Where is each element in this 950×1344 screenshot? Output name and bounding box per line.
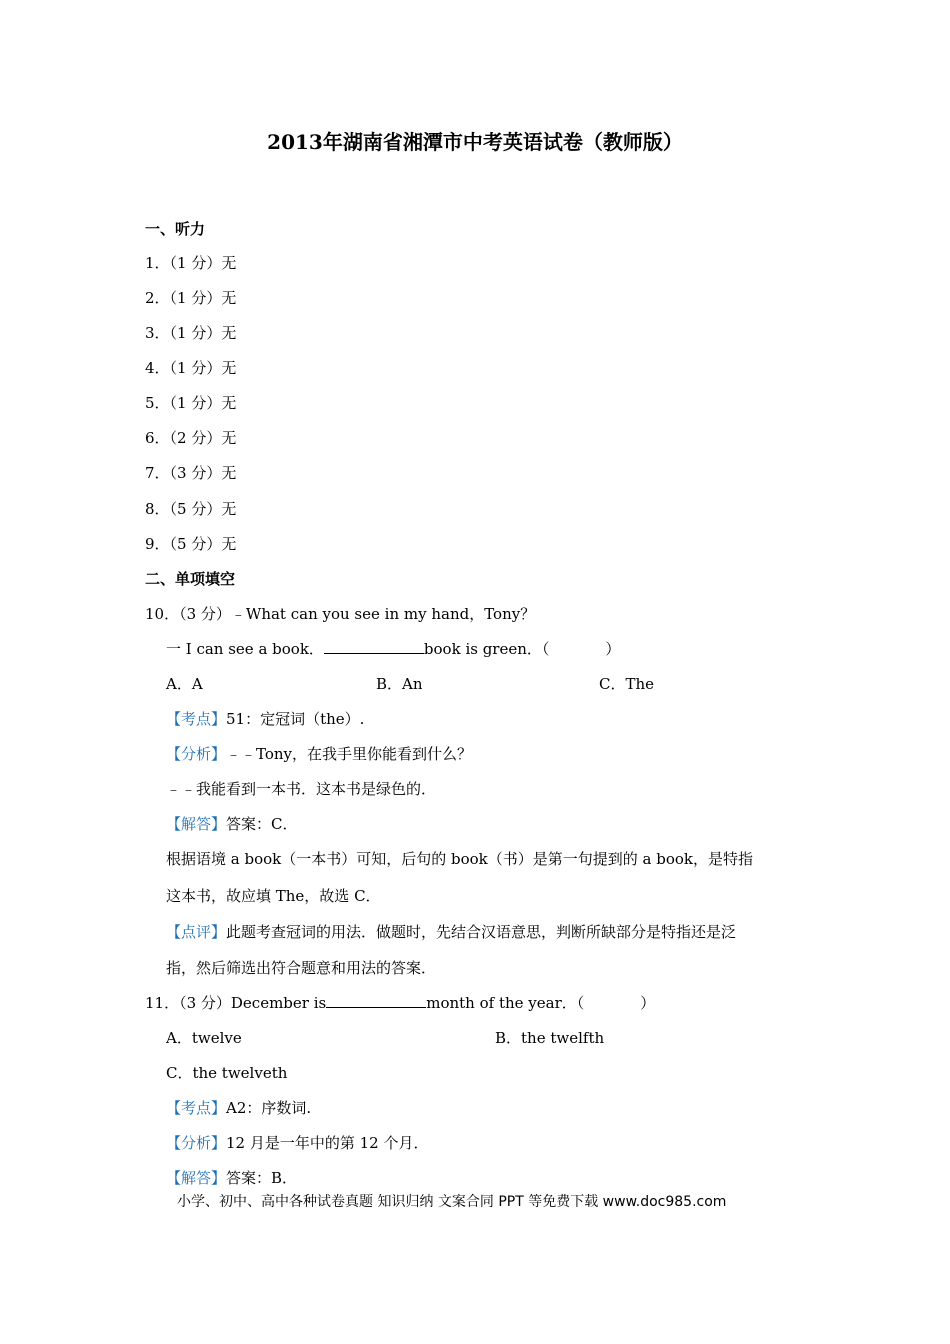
explanation-line-2: 这本书，故应填 The，故选 C． — [166, 887, 381, 905]
dianping-row — [166, 922, 736, 942]
answer-blank — [324, 639, 424, 654]
jieda-tag: 【解答】 — [166, 815, 227, 833]
section-heading-listening: 一、听力 — [145, 220, 206, 238]
option-a: A．twelve — [166, 1029, 242, 1047]
page-footer: 小学、初中、高中各种试卷真题 知识归纳 文案合同 PPT 等免费下载 www.doc985.com — [177, 1194, 727, 1210]
item-number: 4． — [145, 359, 170, 377]
item-number: 3． — [145, 324, 170, 342]
option-b: B．An — [376, 675, 423, 693]
option-c: C．the twelveth — [166, 1064, 288, 1082]
jieda-row — [166, 1168, 297, 1188]
item-number: 2． — [145, 289, 170, 307]
item-text: （2 分）无 — [169, 429, 237, 447]
list-item — [145, 323, 236, 343]
item-text: （1 分）无 — [169, 254, 237, 272]
list-item — [145, 393, 236, 413]
fenxi-tag: 【分析】 — [166, 745, 227, 763]
fenxi-text: ﹣﹣Tony，在我手里你能看到什么？ — [226, 745, 473, 763]
fenxi-row — [166, 1133, 429, 1153]
option-a: A．A — [166, 675, 203, 693]
item-number: 9． — [145, 535, 170, 553]
item-number: 1． — [145, 254, 170, 272]
list-item — [145, 499, 236, 519]
item-text: （5 分）无 — [169, 535, 237, 553]
item-number: 5． — [145, 394, 170, 412]
fenxi-tag: 【分析】 — [166, 1134, 227, 1152]
kaodian-text: 51：定冠词（the）. — [226, 710, 365, 728]
kaodian-text: A2：序数词. — [226, 1099, 312, 1117]
dianping-text-2: 指，然后筛选出符合题意和用法的答案． — [166, 959, 437, 977]
jieda-tag: 【解答】 — [166, 1169, 227, 1187]
list-item — [145, 288, 236, 308]
question-text: （3 分）﹣What can you see in my hand，Tony？ — [179, 605, 536, 623]
jieda-text: 答案：C． — [226, 815, 298, 833]
section-heading-single-choice: 二、单项填空 — [145, 570, 236, 588]
fenxi-text: 12 月是一年中的第 12 个月． — [226, 1134, 429, 1152]
question-number: 11． — [145, 994, 180, 1012]
list-item — [145, 534, 236, 554]
option-c: C．The — [599, 675, 655, 693]
item-text: （5 分）无 — [169, 500, 237, 518]
list-item — [145, 463, 236, 483]
item-number: 6． — [145, 429, 170, 447]
page-title: 2013年湖南省湘潭市中考英语试卷（教师版） — [267, 130, 683, 154]
paren-close: ） — [605, 640, 621, 658]
list-item — [145, 358, 236, 378]
paren-close: ） — [640, 994, 656, 1012]
question-11-stem — [145, 993, 655, 1013]
item-text: （1 分）无 — [169, 394, 237, 412]
list-item — [145, 253, 236, 273]
item-text: （3 分）无 — [169, 464, 237, 482]
answer-blank — [326, 993, 426, 1008]
dianping-tag: 【点评】 — [166, 923, 227, 941]
item-text: （1 分）无 — [169, 289, 237, 307]
kaodian-tag: 【考点】 — [166, 1099, 227, 1117]
item-text: （1 分）无 — [169, 359, 237, 377]
item-number: 8． — [145, 500, 170, 518]
question-text: （3 分）December is — [179, 994, 327, 1012]
explanation-line-1: 根据语境 a book（一本书）可知，后句的 book（书）是第一句提到的 a book，是特指 — [166, 850, 753, 868]
option-b: B．the twelfth — [495, 1029, 605, 1047]
question-text: book is green．（ — [423, 640, 550, 658]
item-text: （1 分）无 — [169, 324, 237, 342]
fenxi-text-2: ﹣﹣我能看到一本书．这本书是绿色的． — [166, 780, 437, 798]
kaodian-row — [166, 1098, 311, 1118]
fenxi-row — [166, 744, 472, 764]
question-text: month of the year．（ — [426, 994, 585, 1012]
list-item — [145, 428, 236, 448]
question-10-line2 — [166, 639, 620, 659]
kaodian-row — [166, 709, 364, 729]
item-number: 7． — [145, 464, 170, 482]
question-10-stem — [145, 604, 535, 624]
dianping-text: 此题考查冠词的用法．做题时，先结合汉语意思，判断所缺部分是特指还是泛 — [226, 923, 737, 941]
question-text: 一 I can see a book． — [166, 640, 324, 658]
question-number: 10． — [145, 605, 180, 623]
jieda-text: 答案：B． — [226, 1169, 298, 1187]
jieda-row — [166, 814, 298, 834]
kaodian-tag: 【考点】 — [166, 710, 227, 728]
